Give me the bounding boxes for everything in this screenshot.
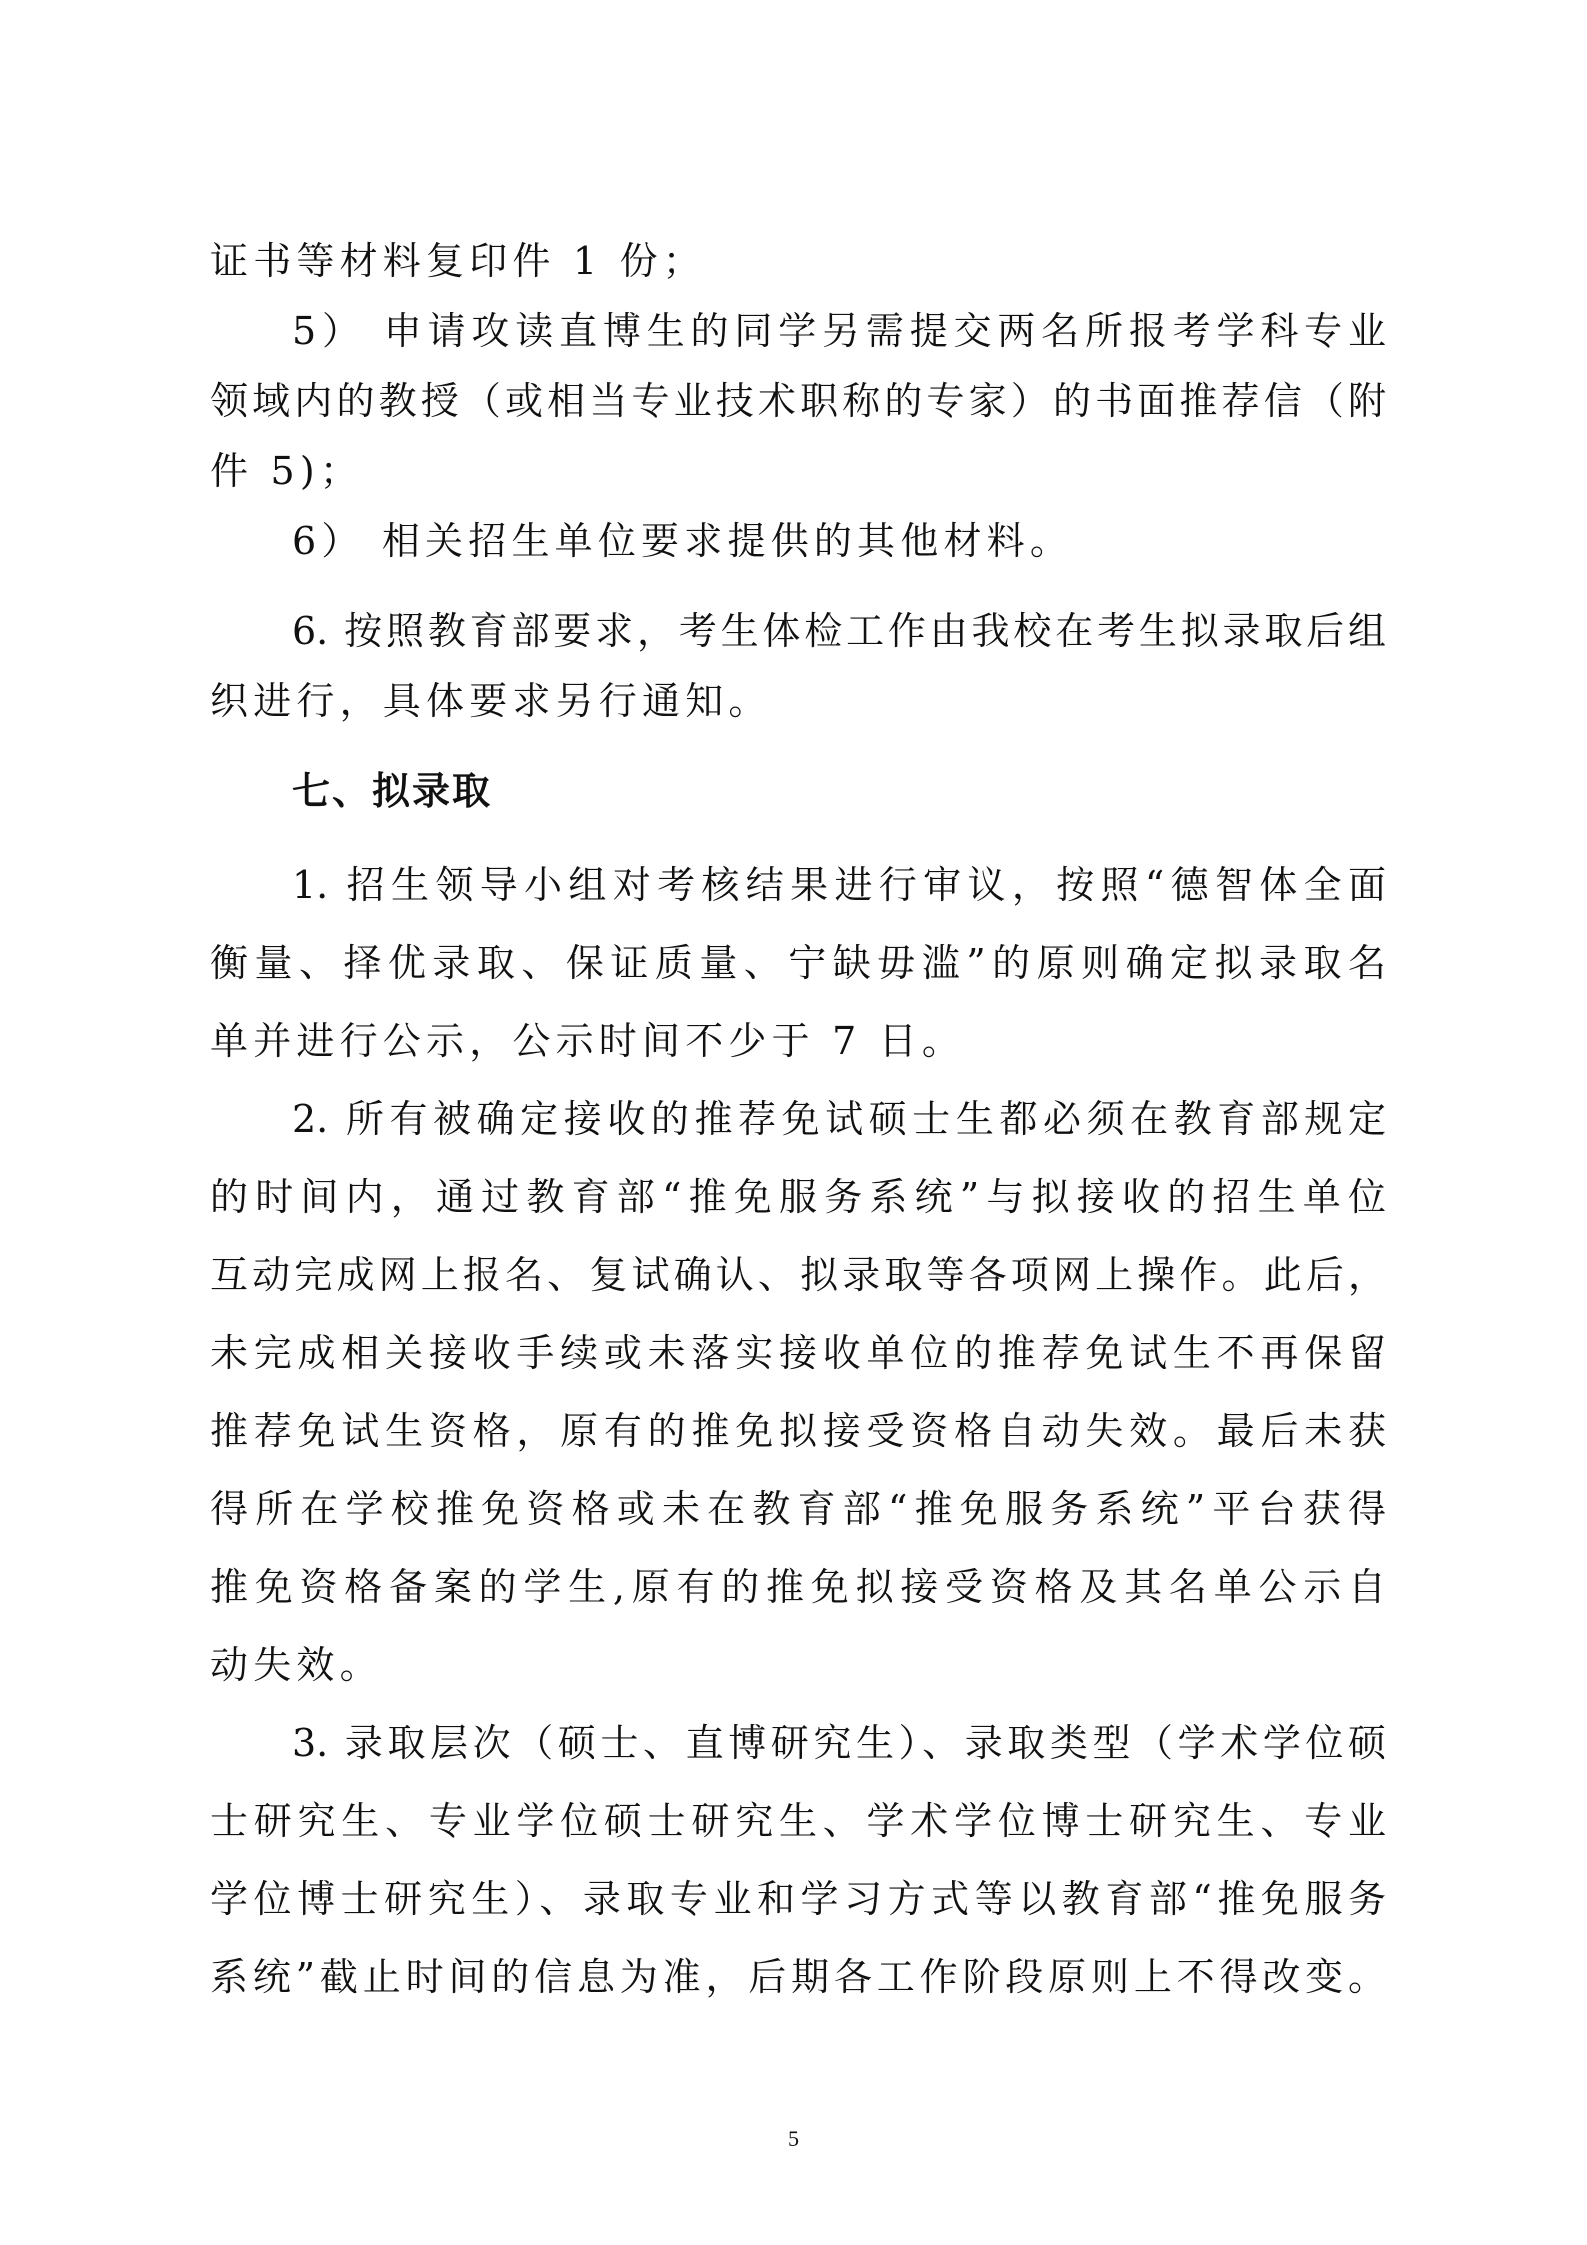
- text-line: 动失效。: [210, 1643, 383, 1687]
- text-line: 织进行，具体要求另行通知。: [210, 679, 772, 723]
- text-line: 衡量、择优录取、保证质量、宁缺毋滥”的原则确定拟录取名: [210, 941, 1386, 985]
- page-number: 5: [788, 2126, 799, 2151]
- text-line: 推荐免试生资格，原有的推免拟接受资格自动失效。最后未获: [210, 1409, 1386, 1453]
- text-line: 的时间内，通过教育部“推免服务系统”与拟接收的招生单位: [210, 1175, 1386, 1219]
- text-line: 未完成相关接收手续或未落实接收单位的推荐免试生不再保留: [210, 1331, 1386, 1375]
- section-heading: 七、拟录取: [292, 769, 493, 813]
- text-line: 证书等材料复印件 1 份；: [210, 239, 706, 283]
- text-line: 系统”截止时间的信息为准，后期各工作阶段原则上不得改变。: [210, 1955, 1386, 1999]
- text-line: 学位博士研究生）、录取专业和学习方式等以教育部“推免服务: [210, 1877, 1386, 1921]
- text-line: 2. 所有被确定接收的推荐免试硕士生都必须在教育部规定: [292, 1097, 1386, 1141]
- text-line: 1. 招生领导小组对考核结果进行审议，按照“德智体全面: [292, 863, 1386, 907]
- text-line: 件 5)；: [210, 449, 364, 493]
- text-line: 互动完成网上报名、复试确认、拟录取等各项网上操作。此后，: [210, 1253, 1386, 1297]
- text-line: 6） 相关招生单位要求提供的其他材料。: [292, 519, 1074, 563]
- text-line: 3. 录取层次（硕士、直博研究生）、录取类型（学术学位硕: [292, 1721, 1386, 1765]
- text-line: 得所在学校推免资格或未在教育部“推免服务系统”平台获得: [210, 1487, 1386, 1531]
- text-line: 士研究生、专业学位硕士研究生、学术学位博士研究生、专业: [210, 1799, 1386, 1843]
- text-line: 单并进行公示，公示时间不少于 7 日。: [210, 1019, 966, 1063]
- text-line: 推免资格备案的学生,原有的推免拟接受资格及其名单公示自: [210, 1565, 1386, 1609]
- text-line: 6. 按照教育部要求，考生体检工作由我校在考生拟录取后组: [292, 609, 1386, 653]
- text-line: 5） 申请攻读直博生的同学另需提交两名所报考学科专业: [292, 309, 1386, 353]
- text-line: 领域内的教授（或相当专业技术职称的专家）的书面推荐信（附: [210, 379, 1386, 423]
